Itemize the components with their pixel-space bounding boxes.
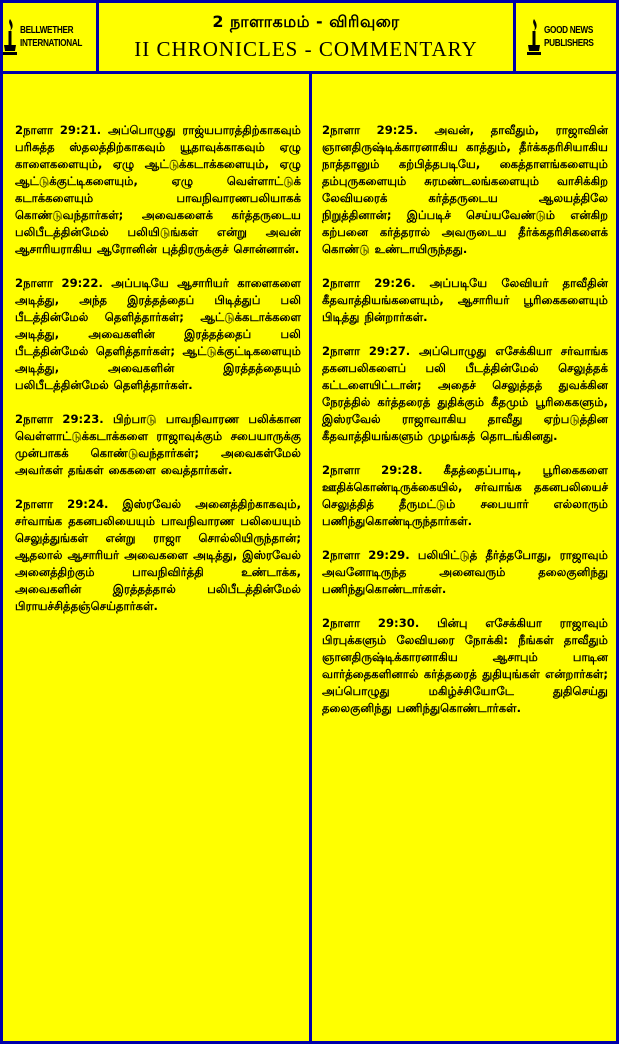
page-title-english: II CHRONICLES - COMMENTARY bbox=[134, 37, 478, 61]
verse-29-23: 2நாளா 29:23. பிற்பாடு பாவநிவாரண பலிக்கான வெள்ளாட்டுக்கடாக்களை ராஜாவுக்கும் சபையாருக்கு முன்பாகக் கொண்டுவந்தார்கள்; அவைகள்மேல் அவர்கள் தங்கள் கைகளை வைத்தார்கள். bbox=[15, 412, 301, 477]
verse-29-25: 2நாளா 29:25. அவன், தாவீதும், ராஜாவின் ஞானதிருஷ்டிக்காரனாகிய காத்தும், தீர்க்கதரிசியாகிய நாத்தானும் கற்பித்தபடியே, கைத்தாளங்களையும் தம்புருகளையும் சுரமண்டலங்களையும் வாசிக்கிற லேவியரைக் கர்த்தருடைய ஆலயத்திலே நிறுத்தினான்; இப்படிச் செய்யவேண்டும் என்கிற கற்பனை கர்த்தரால் அவருடைய தீர்க்கதரிசிகளைக் கொண்டு உண்டாயிருந்தது. bbox=[322, 123, 608, 256]
good-news-logo bbox=[527, 17, 604, 57]
book-flame-icon bbox=[3, 17, 17, 57]
page-title-tamil: 2 நாளாகமம் - விரிவுரை bbox=[212, 12, 400, 31]
title-panel bbox=[99, 3, 513, 71]
verse-29-30: 2நாளா 29:30. பின்பு எசேக்கியா ராஜாவும் பிரபுக்களும் லேவியரை நோக்கி: நீங்கள் தாவீதும் ஞானதிருஷ்டிக்காரனாகிய ஆசாபும் பாடின வார்த்தைகளினால் கர்த்தரைத் துதியுங்கள் என்றார்கள்; அப்பொழுது மகிழ்ச்சியோடே துதிசெய்து தலைகுனிந்து பணிந்துகொண்டார்கள். bbox=[322, 616, 608, 715]
publisher-logo-left bbox=[3, 3, 96, 71]
verse-29-28: 2நாளா 29:28. கீதத்தைப்பாடி, பூரிகைகளை ஊதிக்கொண்டிருக்கையில், சர்வாங்க தகனபலியைச் செலுத்தித் தீருமட்டும் சபையார் எல்லாரும் பணிந்துகொண்டிருந்தார்கள். bbox=[322, 463, 608, 528]
verse-29-29: 2நாளா 29:29. பலியிட்டுத் தீர்த்தபோது, ராஜாவும் அவனோடிருந்த அனைவரும் தலைகுனிந்து பணிந்துகொண்டார்கள். bbox=[322, 548, 608, 596]
left-logo-line2: INTERNATIONAL bbox=[20, 38, 83, 49]
verse-29-27: 2நாளா 29:27. அப்பொழுது எசேக்கியா சர்வாங்க தகனபலிகளைப் பலி பீடத்தின்மேல் செலுத்தக் கட்டளையிட்டான்; அதைச் செலுத்தத் துவக்கின நேரத்தில் கர்த்தரைத் துதிக்கும் கீதமும் பூரிகைகளும், இஸ்ரவேல் ராஜாவாகிய தாவீது ஏற்படுத்தின கீதவாத்தியங்களும் முழங்கத் தொடங்கினது. bbox=[322, 344, 608, 443]
bellwether-logo bbox=[3, 17, 96, 57]
right-logo-line2: PUBLISHERS bbox=[544, 38, 594, 49]
right-column bbox=[312, 74, 616, 1041]
verse-29-22: 2நாளா 29:22. அப்படியே ஆசாரியர் காளைகளை அடித்து, அந்த இரத்தத்தைப் பிடித்துப் பலி பீடத்தின்மேல் தெளித்தார்கள்; ஆட்டுக்கடாக்களை அடித்து, அவைகளின் இரத்தத்தைப் பலி பீடத்தின்மேல் தெளித்தார்கள்; ஆட்டுக்குட்டிகளையும் அடித்து, அவைகளின் இரத்தத்தையும் பலிபீடத்தின்மேல் தெளித்தார்கள். bbox=[15, 276, 301, 392]
page-header bbox=[3, 3, 616, 71]
book-flame-icon bbox=[527, 17, 541, 57]
verse-29-24: 2நாளா 29:24. இஸ்ரவேல் அனைத்திற்காகவும், சர்வாங்க தகனபலியையும் பாவநிவாரண பலியையும் செலுத்துங்கள் என்று ராஜா சொல்லியிருந்தான்; ஆதலால் ஆசாரியர் அவைகளை அடித்து, இஸ்ரவேல் அனைத்திற்கும் பாவநிவிர்த்தி உண்டாக்க, அவைகளின் இரத்தத்தால் பலிபீடத்தின்மேல் பிராயச்சித்தஞ்செய்தார்கள். bbox=[15, 497, 301, 613]
commentary-body bbox=[3, 74, 616, 1041]
left-logo-line1: BELLWETHER bbox=[20, 25, 74, 36]
publisher-logo-right bbox=[516, 3, 616, 71]
verse-29-26: 2நாளா 29:26. அப்படியே லேவியர் தாவீதின் கீதவாத்தியங்களையும், ஆசாரியர் பூரிகைகளையும் பிடித்து நின்றார்கள். bbox=[322, 276, 608, 324]
left-column bbox=[3, 74, 309, 1041]
verse-29-21: 2நாளா 29:21. அப்பொழுது ராஜ்யபாரத்திற்காகவும் பரிசுத்த ஸ்தலத்திற்காகவும் யூதாவுக்காகவும் ஏழு காளைகளையும், ஏழு ஆட்டுக்கடாக்களையும், ஏழு ஆட்டுக்குட்டிகளையும், ஏழு வெள்ளாட்டுக் கடாக்களையும் பாவநிவாரணபலியாகக் கொண்டுவந்தார்கள்; அவைகளைக் கர்த்தருடைய பலிபீடத்தின்மேல் பலியிடுங்கள் என்று அவன் ஆசாரியராகிய ஆரோனின் புத்திரருக்குச் சொன்னான். bbox=[15, 123, 301, 256]
right-logo-line1: GOOD NEWS bbox=[544, 25, 594, 36]
